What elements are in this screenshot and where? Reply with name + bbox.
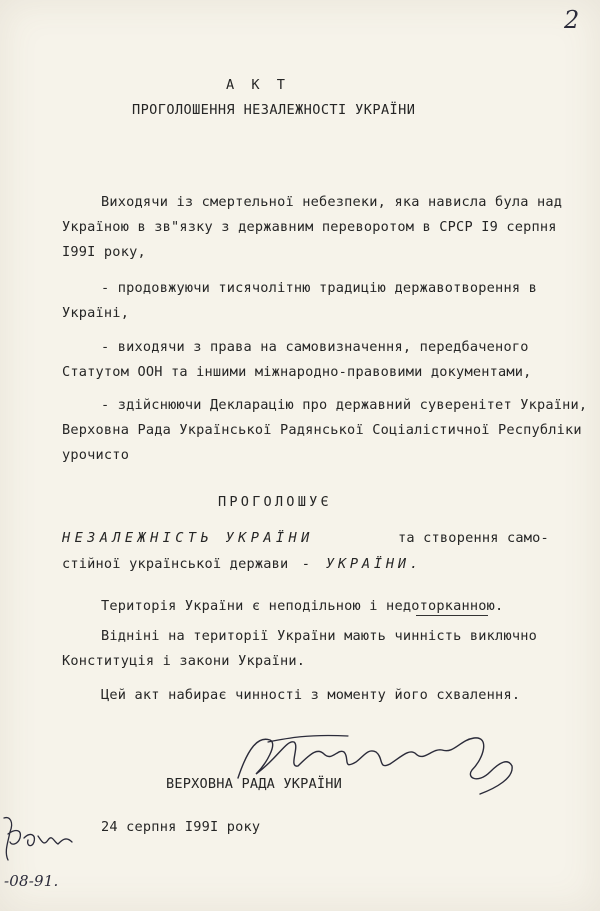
document-title: А К Т bbox=[226, 77, 290, 93]
independence-line-1-tail: та створення само- bbox=[398, 530, 549, 546]
paragraph-3-line-1: - виходячи з права на самовизначення, передбаченого bbox=[101, 339, 529, 355]
margin-handwritten-note bbox=[0, 812, 90, 872]
signatory-line: ВЕРХОВНА РАДА УКРАЇНИ bbox=[166, 776, 343, 792]
independence-line-2: стійної української держави bbox=[62, 556, 289, 572]
paragraph-4-line-3: урочисто bbox=[62, 447, 130, 463]
territory-line: Територія України є неподільною і недоторканною. bbox=[101, 598, 504, 614]
paragraph-1-line-2: Україною в зв"язку з державним переворотом в СРСР I9 серпня bbox=[62, 219, 557, 235]
law-line-2: Конституція і закони України. bbox=[62, 653, 306, 669]
page-number: 2 bbox=[564, 6, 580, 34]
paragraph-4-line-1: - здійснюючи Декларацію про державний суверенітет України, bbox=[101, 397, 588, 413]
effect-line: Цей акт набирає чинності з моменту його схвалення. bbox=[101, 687, 521, 703]
paragraph-1-line-3: I99I року, bbox=[62, 244, 146, 260]
law-line-1: Відніні на території України мають чинність виключно bbox=[101, 628, 537, 644]
date-line: 24 серпня I99I року bbox=[101, 819, 261, 835]
paragraph-3-line-2: Статутом ООН та іншими міжнародно-правовими документами, bbox=[62, 364, 532, 380]
paragraph-2-line-1: - продовжуючи тисячолітню традицію державотворення в bbox=[101, 280, 537, 296]
margin-date-note: -08-91. bbox=[4, 872, 59, 890]
document-subtitle: ПРОГОЛОШЕННЯ НЕЗАЛЕЖНОСТІ УКРАЇНИ bbox=[132, 102, 416, 118]
proclaims-heading: ПРОГОЛОШУЄ bbox=[218, 494, 332, 510]
paragraph-1-line-1: Виходячи із смертельної небезпеки, яка нависла була над bbox=[101, 194, 563, 210]
territory-underline bbox=[416, 615, 488, 616]
independence-heading: НЕЗАЛЕЖНІСТЬ УКРАЇНИ bbox=[62, 530, 314, 546]
paragraph-2-line-2: Україні, bbox=[62, 305, 130, 321]
paragraph-4-line-2: Верховна Рада Української Радянської Соціалістичної Республіки bbox=[62, 422, 582, 438]
ukraine-emphasis: - УКРАЇНИ. bbox=[302, 556, 422, 572]
